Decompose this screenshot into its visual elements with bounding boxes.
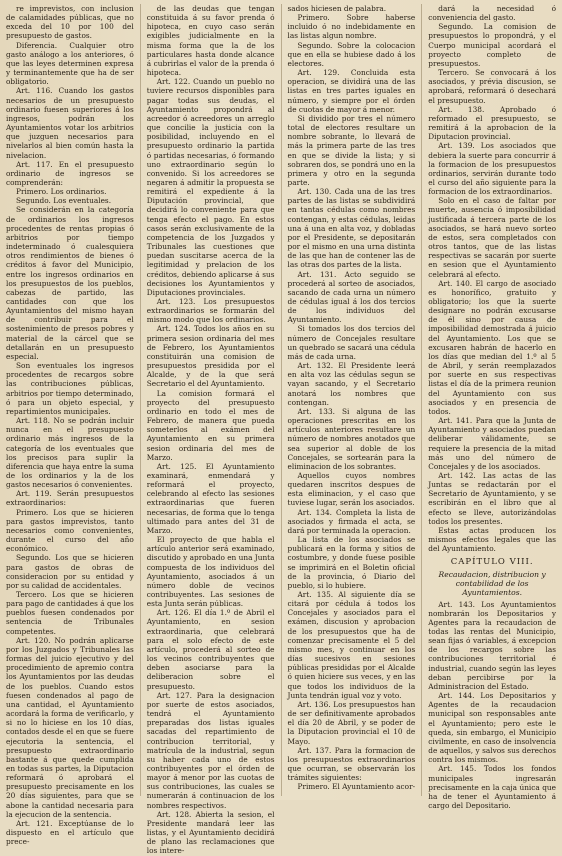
column-3	[288, 4, 416, 796]
paragraph: Art. 143. Los Ayuntamientos nombrarán los Depositarios y Agentes para la recaudacion de todas las rentas del Municipio, sean fijas ó variables, á excepcion de los recargos sobre las contribuciones territorial é industrial, cuando según las leyes deban percibirse por la Administracion del Estado.	[428, 599, 556, 691]
paragraph: Art. 126. El día 1.º de Abril el Ayuntamiento, en sesion extraordinaria, que celebrará para el solo efecto de este artículo, procederá al sorteo de los vecinos contribuyentes que deben asociarse para la deliberacion sobre el presupuesto.	[146, 608, 275, 691]
column-divider	[281, 4, 282, 796]
column-2	[146, 4, 275, 856]
paragraph: Art. 140. El cargo de asociado es honorífico, gratuito y obligatorio; los que la suerte designare no podrán excusarse de él sino por causa de imposibilidad demostrada á juicio del Ayuntamiento. Los que se excusaren habrán de hacerlo en los días que median del 1.º al 5 de Abril, y serán reemplazados por suerte en sus respectivas listas el día de la primera reunion del Ayuntamiento con sus asociados y en presencia de todos.	[428, 278, 556, 416]
paragraph: Art. 127. Para la designacion por suerte de estos asociados, tendrá el Ayuntamiento preparadas dos listas iguales sacadas del repartimiento de contribucion territorial, y matrícula de la industrial, segun su haber cada uno de estos contribuyentes por el órden de mayor á menor por las cuotas de sus contribuciones, las cuales se numerarán á continuacion de los nombres respectivos.	[146, 690, 275, 810]
column-divider	[421, 4, 422, 796]
paragraph: Segundo. Los que se hicieren para gastos de obras de consideracion por su entidad y por su calidad de accidentales.	[6, 553, 134, 590]
paragraph: Diferencia. Cualquier otro gasto análogo a los anteriores, ó que las leyes determinen expresa y terminantemente que ha de ser obligatorio.	[6, 40, 134, 87]
paragraph: Art. 134. Completa la lista de asociados y firmada el acta, se dará por terminada la operacion.	[287, 507, 416, 535]
paragraph: Tercero. Los que se hicieren para pago de cantidades á que los pueblos fuesen condenados por sentencia de Tribunales competentes.	[6, 590, 134, 636]
paragraph: Art. 131. Acto seguido se procederá al sorteo de asociados, sacando de cada urna un número de cédulas igual á los dos tercios de los individuos del Ayuntamiento.	[287, 269, 416, 325]
paragraph: Art. 122. Cuando un pueblo no tuviere recursos disponibles para pagar todas sus deudas, el Ayuntamiento propondrá al acreedor ó acreedores un arreglo que concilie la justicia con la posibilidad, incluyendo en el presupuesto ordinario la partida ó partidas necesarias, ó formando uno extraordinario según lo convenido. Si los acreedores se negaren á admitir la propuesta se remitirá el expediente á la Diputación provincial, que decidirá lo conveniente para que tenga efecto el pago. En estos casos serán exclusivamente de la competencia de los Juzgados y Tribunales las cuestiones que puedan suscitarse acerca de la legitimidad y prelacion de los créditos, debiendo aplicarse á sus decisiones los Ayuntamientos y Diputaciones provinciales.	[146, 77, 275, 297]
column-1	[6, 4, 134, 847]
paragraph: Art. 129. Concluida esta operacion, se dividirá una de las listas en tres partes iguales en número, y siempre por el órden de cuotas de mayor á menor.	[287, 68, 416, 114]
paragraph: Art. 119. Serán presupuestos extraordinarios:	[6, 489, 134, 508]
column-4	[428, 4, 556, 810]
paragraph: Segundo. Sobre la colocacion que en ella se hubiese dado á los electores.	[287, 40, 416, 68]
paragraph: Art. 121. Exceptúanse de lo dispuesto en el artículo que prece-	[6, 818, 134, 847]
paragraph: Si tomados los dos tercios del número de Concejales resultare un quebrado se sacará una cédula más de cada urna.	[287, 324, 416, 361]
paragraph: Art. 142. Las actas de las Juntas se redactarán por el Secretario de Ayuntamiento, y se escribirán en el libro que al efecto se lleve, autorizándolas todos los presentes.	[428, 470, 556, 526]
paragraph: Art. 120. No podrán aplicarse por los Juzgados y Tribunales las formas del juicio ejecutivo y del procedimiento de apremio contra los Ayuntamientos por las deudas de los pueblos. Cuando estos fuesen condenados al pago de una cantidad, el Ayuntamiento acordará la forma de verificarlo, y si no lo hiciese en los 10 días, contados desde el en que se fuere ejecutoria la sentencia, el presupuesto extraordinario bastante á que quede cumplida en todas sus partes, la Diputacion reformará ó aprobará el presupuesto precisamente en los 20 días siguientes, para que se abone la cantidad necesaria para la ejecucion de la sentencia.	[6, 635, 134, 819]
paragraph: Solo en el caso de faltar por muerte, ausencia ó imposibilidad justificada á tercera parte de los asociados, se hará nuevo sorteo de estos, sera completados con otros tantos, que de las listas respectivas se sacarán por suerte en sesion que el Ayuntamiento celebrará al efecto.	[428, 196, 556, 279]
paragraph: Se considerán en la categoría de ordinarios los ingresos procedentes de rentas propias ó arbitrios por tiempo indeterminado ó cualesquiera otros rendimientos de bienes ó créditos á favor del Municipio, entre los ingresos ordinarios en los presupuestos de los pueblos, cabezas de partido, las cantidades con que los Ayuntamientos del mismo hayan de contribuir para el sostenimiento de presos pobres y material de la cárcel que se detallarán en un presupuesto especial.	[6, 205, 134, 361]
paragraph: Art. 128. Abierta la sesion, el Presidente mandará leer las listas, y el Ayuntamiento decidirá de plano las reclamaciones que los intere-	[146, 809, 275, 856]
paragraph: Si dividido por tres el número total de electores resultare un nombre sobrante, lo llevará de más la primera parte de las tres en que se divide la lista; y si sobraren dos, se pondrá uno en la primera y otro en la segunda parte.	[287, 113, 416, 187]
paragraph: La comision formará el proyecto del presupuesto ordinario en todo el mes de Febrero, de manera que pueda someterlos al exámen del Ayuntamiento en su primera sesion ordinaria del mes de Marzo.	[146, 388, 275, 462]
paragraph: Art. 118. No se podrán incluir nunca en el presupuesto ordinario más ingresos de la categoría de los eventuales que los precisos para suplir la diferencia que haya entre la suma de los ordinarios y la de los gastos necesarios ó convenientes.	[6, 416, 134, 490]
paragraph: Art. 133. Si alguna de las operaciones prescritas en los artículos anteriores resultare un número de nombres anotados que sea superior al doble de los Concejales, se sortearán para la eliminacion de los sobrantes.	[287, 406, 416, 471]
paragraph: El proyecto de que habla el artículo anterior será examinado, discutido y aprobado en una Junta compuesta de los individuos del Ayuntamiento, asociados á un número doble de vecinos contribuyentes. Las sesiones de esta Junta serán públicas.	[146, 535, 275, 609]
chapter-title: CAPÍTULO VIII.	[450, 557, 534, 568]
paragraph: de las deudas que tengan constituida á su favor prenda ó hipoteca, en cuyo caso serán exigibles judicialmente en la misma forma que la de los particulares hasta donde alcance á cubrirlas el valor de la prenda ó hipoteca.	[146, 4, 275, 78]
chapter-subtitle: Recaudacion, distribucion y contabilidad de los Ayuntamientos.	[438, 569, 546, 597]
paragraph: Son eventuales los ingresos procedentes de recargos sobre las contribuciones públicas, arbitrios por tiempo determinado, ó para un objeto especial, y repartimientos municipales.	[6, 361, 134, 416]
paragraph: re imprevistos, con inclusion de calamidades públicas, que no exceda del 10 por 100 del presupuesto de gastos.	[6, 4, 134, 41]
paragraph: Art. 138. Aprobado ó reformado el presupuesto, se remitirá á la aprobacion de la Diputacion provincial.	[428, 104, 556, 142]
paragraph: Primero. Los ordinarios.	[16, 187, 107, 197]
paragraph: Aquellos cuyos nombres quedaren inscritos despues de esta eliminacion, y el caso que tuviese lugar, serán los asociados.	[287, 470, 416, 508]
paragraph: Art. 136. Los presupuestos han de ser definitivamente aprobados el día 20 de Abril, y se poder de la Diputacion provincial el 10 de Mayo.	[287, 699, 416, 746]
text-columns	[6, 4, 556, 856]
paragraph: Art. 117. En el presupuesto ordinario de ingresos se comprenderán:	[6, 159, 134, 187]
paragraph: Art. 123. Los presupuestos extraordinarios se formarán del mismo modo que los ordinarios.	[146, 297, 275, 325]
paragraph: La lista de los asociados se publicará en la forma y sitios de costumbre, y donde fuese posible se imprimirá en el Boletin oficial de la provincia, ó Diario del pueblo, si lo hubiere.	[287, 535, 416, 590]
paragraph: Art. 135. Al siguiente día se citará por cédula á todos los Concejales y asociados para el exámen, discusion y aprobacion de los presupuestos que ha de comenzar precisamente el 5 del mismo mes, y continuar en los días sucesivos en sesiones públicas presididas por el Alcalde ó quien hiciere sus veces, y en las que todos los individuos de la Junta tendrán igual voz y voto.	[287, 590, 416, 700]
paragraph: Primero. Los que se hicieren para gastos imprevistos, tanto necesarios como convenientes, durante el curso del año económico.	[6, 507, 134, 554]
paragraph: Primero. El Ayuntamiento acor-	[297, 782, 416, 792]
paragraph: Art. 130. Cada una de las tres partes de las listas se subdividirá en tantas cédulas como nombres contengan, y estas cédulas, leidas una á una en alta voz, y dobladas por el Presidente, se depositarán por el mismo en una urna distinta de las que han de contener las de las otras dos partes de la lista.	[287, 187, 416, 270]
paragraph: Art. 139. Los asociados que debiera la suerte para concurrir á la formacion de los presupuestos ordinarios, servirán durante todo el curso del año siguiente para la formacion de los extraordinarios.	[428, 141, 556, 197]
paragraph: Tercero. Se convocará á los asociados, y prévia discusion, se aprobará, reformará ó desechará el presupuesto.	[428, 68, 556, 105]
paragraph: Estas actas producen los mismos efectos legales que las del Ayuntamiento.	[428, 525, 556, 554]
paragraph: Art. 125. El Ayuntamiento examinará, enmendará y reformará el proyecto, celebrando al efecto las sesiones extraordinarias que fueren necesarias, de forma que lo tenga ultimado para antes del 31 de Marzo.	[146, 461, 275, 535]
paragraph: Art. 145. Todos los fondos municipales ingresarán precisamente en la caja única que ha de tener el Ayuntamiento á cargo del Depositario.	[428, 764, 556, 810]
paragraph: Primero. Sobre haberse incluido ó no indebidamente en las listas algun nombre.	[287, 13, 416, 41]
paragraph: Segundo. La comision de presupuestos lo propondrá, y el Cuerpo municipal acordará el proyecto completo de presupuestos.	[428, 22, 556, 68]
paragraph: Art. 141. Para que la Junta de Ayuntamiento y asociados puedan deliberar válidamente, se requiere la presencia de la mitad más uno del número de Concejales y de los asociados.	[428, 416, 556, 471]
paragraph: Art. 124. Todos los años en su primera sesion ordinaria del mes de Febrero, los Ayuntamientos constituirán una comision de presupuestos presidida por el Alcalde, y de la que será Secretario el del Ayuntamiento.	[146, 324, 275, 389]
paragraph: dará la necesidad ó conveniencia del gasto.	[428, 4, 556, 23]
paragraph: Art. 116. Cuando los gastos necesarios de un presupuesto ordinario fuesen superiores á los ingresos, podrán los Ayuntamientos votar los arbitrios que juzguen necesarios para nivelarlos al bien común hasta la nivelacion.	[6, 86, 134, 160]
paragraph: sados hiciesen de palabra.	[287, 4, 387, 13]
paragraph: Art. 137. Para la formacion de los presupuestos extraordinarios que ocurran, se observarán los trámites siguientes:	[287, 745, 416, 783]
column-divider	[140, 4, 141, 796]
paragraph: Art. 132. El Presidente leerá en alta voz las cédulas segun se vayan sacando, y el Secretario anotará los nombres que contengan.	[287, 361, 416, 407]
paragraph: Segundo. Los eventuales.	[16, 196, 112, 206]
paragraph: Art. 144. Los Depositarios y Agentes de la recaudacion municipal son responsables ante el Ayuntamiento; pero este le queda, sin embargo, el Municipio civilmente, en caso de insolvencia de aquellos, y salvos sus derechos contra los mismos.	[428, 691, 556, 765]
